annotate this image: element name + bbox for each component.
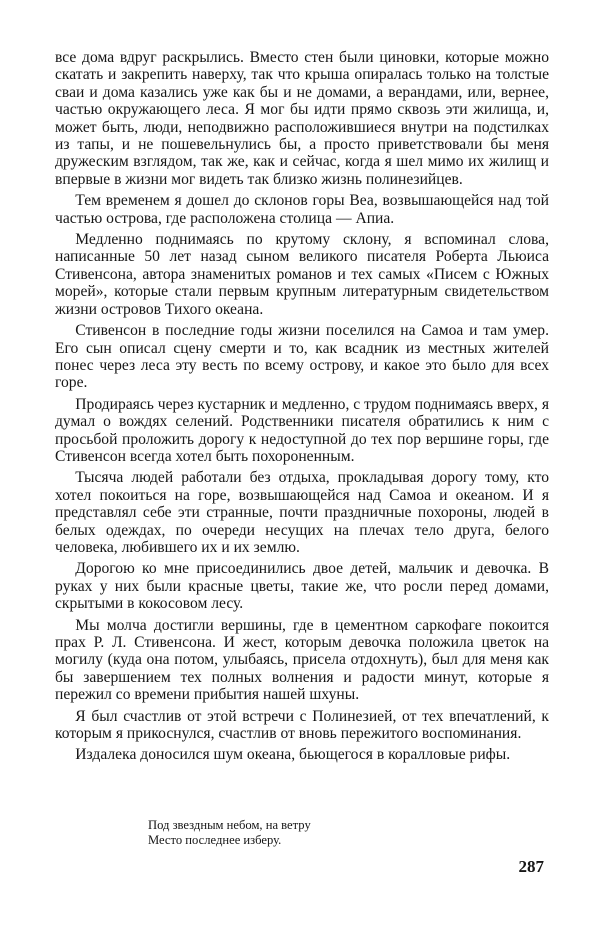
page-number: 287 bbox=[518, 857, 544, 876]
epigraph-line-1: Под звездным небом, на ветру bbox=[148, 818, 311, 832]
epigraph bbox=[148, 818, 311, 848]
paragraph-7: Дорогою ко мне присоединились двое детей, мальчик и девочка. В руках у них были красные цветы, такие же, что росли перед домами, скрытыми в кокосовом лесу. bbox=[55, 560, 549, 613]
epigraph-line-2: Место последнее изберу. bbox=[148, 833, 282, 847]
paragraph-1: все дома вдруг раскрылись. Вместо стен были циновки, которые можно скатать и закрепить наверху, так что крыша опиралась только на толстые сваи и дома казались уже как бы и не домами, а верандами, или, вернее, частью окружающего леса. Я мог бы идти прямо сквозь эти жилища, и, может быть, люди, неподвижно расположившиеся внутри на подстилках из тапы, и не пошевельнулись бы, а просто приветствовали бы меня дружеским взглядом, так же, как и сейчас, когда я шел мимо их жилищ и впервые в жизни мог видеть так близко жизнь полинезийцев. bbox=[55, 49, 549, 188]
paragraph-3: Медленно поднимаясь по крутому склону, я вспоминал слова, написанные 50 лет назад сыном великого писателя Роберта Льюиса Стивенсона, автора знаменитых романов и тех самых «Писем с Южных морей», которые стали первым крупным литературным свидетельством жизни островов Тихого океана. bbox=[55, 231, 549, 318]
paragraph-5: Продираясь через кустарник и медленно, с трудом поднимаясь вверх, я думал о вождях селений. Родственники писателя обратились к ним с просьбой проложить дорогу к недоступной до тех пор вершине горы, где Стивенсон всегда хотел быть похороненным. bbox=[55, 395, 549, 465]
paragraph-8: Мы молча достигли вершины, где в цементном саркофаге покоится прах Р. Л. Стивенсона. И жест, которым девочка положила цветок на могилу (куда она потом, улыбаясь, присела отдохнуть), был для меня как бы завершением тех полных волнения и радости минут, которые я пережил со времени прибытия нашей шхуны. bbox=[55, 616, 549, 704]
paragraph-10: Издалека доносился шум океана, бьющегося в коралловые рифы. bbox=[75, 746, 511, 764]
paragraph-9: Я был счастлив от этой встречи с Полинезией, от тех впечатлений, к которым я прикоснулся, счастлив от вновь пережитого воспоминания. bbox=[55, 707, 549, 743]
paragraph-2: Тем временем я дошел до склонов горы Веа, возвышающейся над той частью острова, где расположена столица — Апиа. bbox=[55, 192, 549, 227]
paragraph-4: Стивенсон в последние годы жизни поселился на Самоа и там умер. Его сын описал сцену смерти и то, как всадник из местных жителей понес через леса эту весть по всему острову, и какое это было для всех горе. bbox=[55, 322, 549, 392]
paragraph-6: Тысяча людей работали без отдыха, прокладывая дорогу тому, кто хотел покоиться на горе, возвышающейся над Самоа и океаном. И я представлял себе эти странные, почти праздничные похороны, людей в белых одеждах, по очереди несущих на плечах тело друга, белого человека, любившего их и их землю. bbox=[55, 469, 549, 556]
page-body bbox=[55, 49, 549, 764]
